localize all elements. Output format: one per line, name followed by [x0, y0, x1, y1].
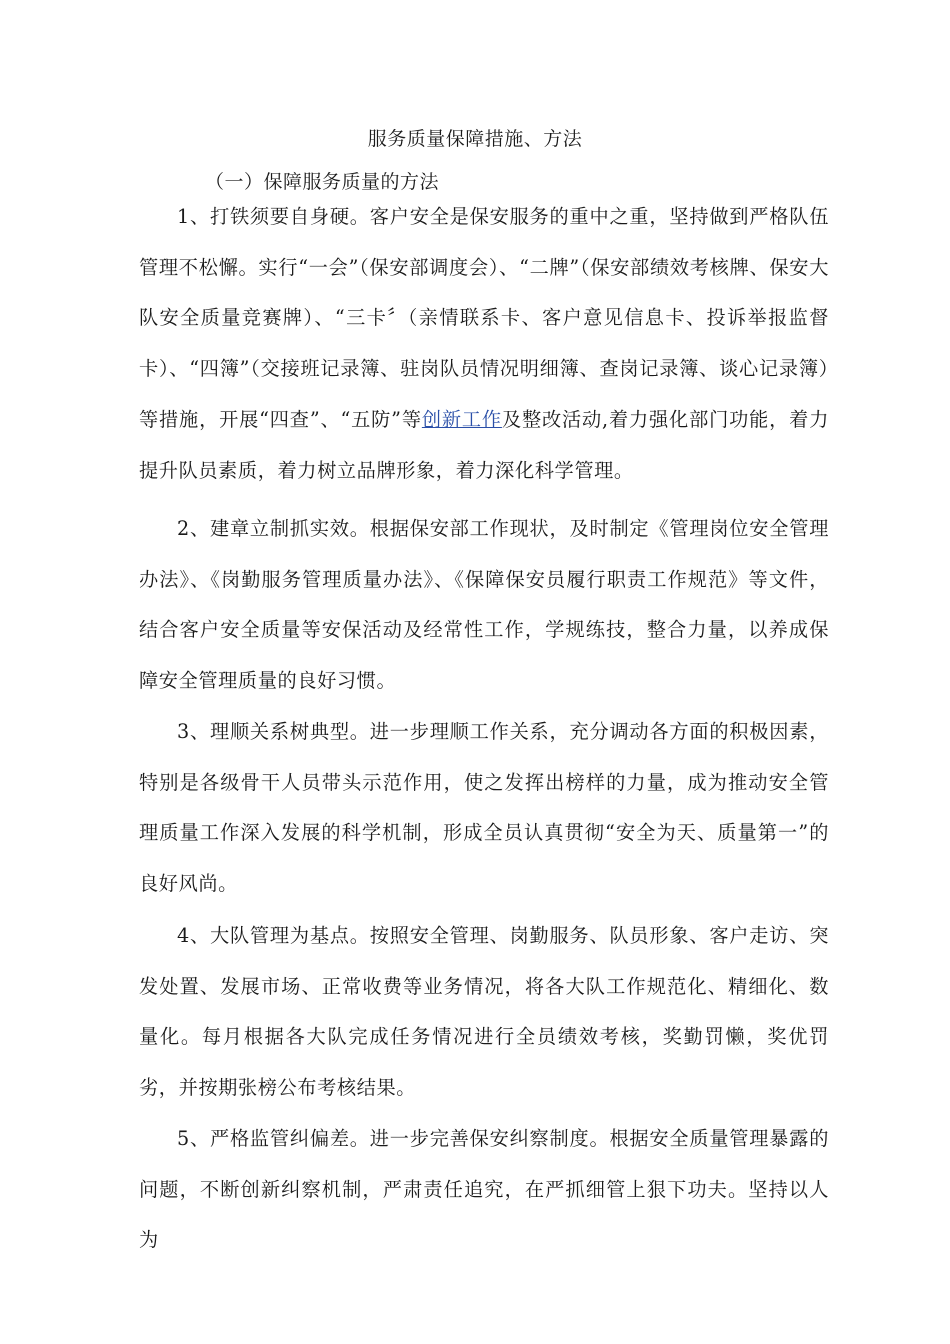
document-title: 服务质量保障措施、方法	[367, 128, 583, 150]
paragraph-3: 3、理顺关系树典型。进一步理顺工作关系，充分调动各方面的积极因素，特别是各级骨干人员带头示范作用，使之发挥出榜样的力量，成为推动安全管理质量工作深入发展的科学机制，形成全员认真贯彻“安全为天、质量第一”的良好风尚。	[139, 720, 829, 896]
paragraph-2: 2、建章立制抓实效。根据保安部工作现状，及时制定《管理岗位安全管理办法》、《岗勤服务管理质量办法》、《保障保安员履行职责工作规范》等文件，结合客户安全质量等安保活动及经常性工作，学规练技，整合力量，以养成保障安全管理质量的良好习惯。	[139, 517, 829, 693]
paragraph-5: 5、严格监管纠偏差。进一步完善保安纠察制度。根据安全质量管理暴露的问题，不断创新纠察机制，严肃责任追究，在严抓细管上狠下功夫。坚持以人为	[139, 1127, 829, 1252]
paragraph-4: 4、大队管理为基点。按照安全管理、岗勤服务、队员形象、客户走访、突发处置、发展市场、正常收费等业务情况，将各大队工作规范化、精细化、数量化。每月根据各大队完成任务情况进行全员绩效考核，奖勤罚懒，奖优罚劣，并按期张榜公布考核结果。	[139, 924, 829, 1100]
paragraph-1	[139, 192, 829, 496]
section-heading: （一）保障服务质量的方法	[205, 171, 440, 193]
innovation-work-link[interactable]: 创新工作	[421, 407, 502, 431]
paragraph-1-text-before-link: 1、打铁须要自身硬。客户安全是保安服务的重中之重，坚持做到严格队伍管理不松懈。实行“一会”（保安部调度会）、“二牌”（保安部绩效考核牌、保安大队安全质量竞赛牌）、“三卡〞（亲情联系卡、客户意见信息卡、投诉举报监督卡）、“四簿”（交接班记录簿、驻岗队员情况明细簿、查岗记录簿、谈心记录簿）等措施，开展“四查”、“五防”等	[139, 205, 829, 431]
paragraph-1-text-after-link: 及整改活动,着力强化部门功能，着力提升队员素质，着力树立品牌形象，着力深化科学管理。	[139, 407, 829, 482]
